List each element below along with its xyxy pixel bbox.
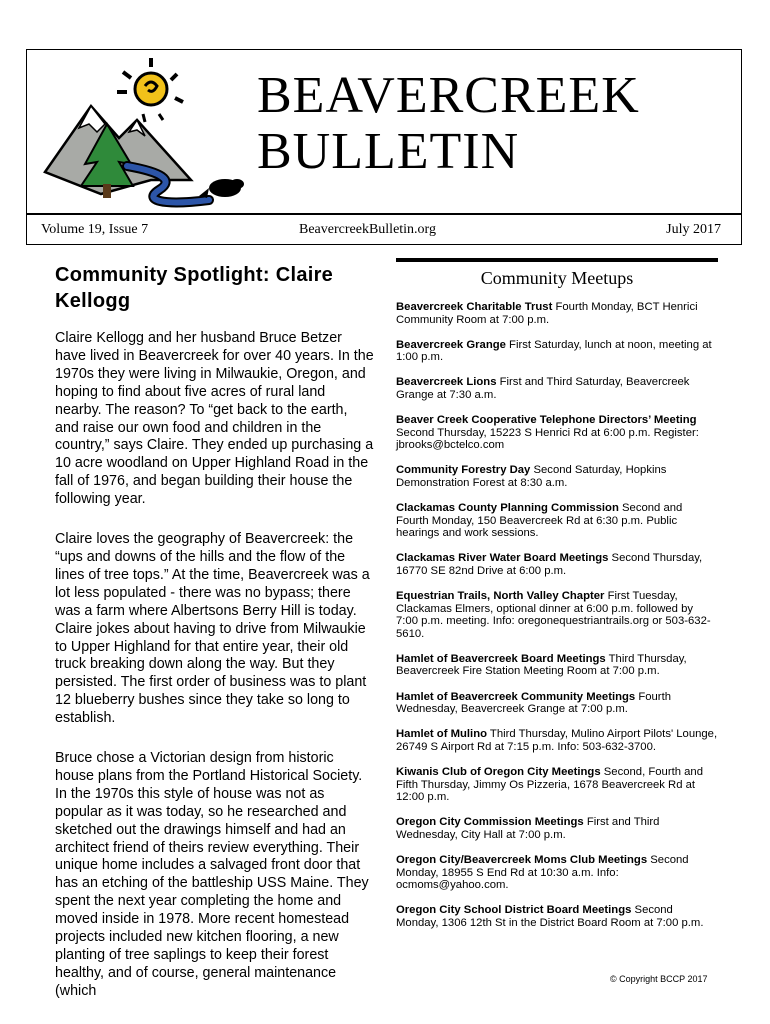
meetup-item (396, 728, 718, 753)
meetup-details: Fourth Wednesday, Beavercreek Grange at 7:00 p.m. (396, 690, 671, 716)
meetup-item (396, 816, 718, 841)
masthead (26, 49, 742, 245)
meetup-item (396, 414, 718, 452)
meetup-name: Beaver Creek Cooperative Telephone Directors’ Meeting (396, 414, 697, 427)
meetup-details: First Tuesday, Clackamas Elmers, optional dinner at 6:00 p.m. followed by 7:00 p.m. meeting. Info: oregonequestriantrails.org or 503-632-5610. (396, 590, 711, 640)
meetup-details: Second and Fourth Monday, 150 Beavercreek Rd at 6:30 p.m. Public hearings and work sessions. (396, 502, 683, 540)
meetup-item (396, 766, 718, 804)
meetup-details: Second Monday, 1306 12th St in the District Board Room at 7:00 p.m. (396, 904, 704, 929)
meetup-item (396, 301, 718, 326)
meetup-details: First and Third Wednesday, City Hall at 7:00 p.m. (396, 816, 660, 841)
meetup-item (396, 691, 718, 716)
meetup-name: Oregon City Commission Meetings (396, 816, 584, 829)
meetup-item (396, 854, 718, 892)
meetup-details: Third Thursday, Beavercreek Fire Station Meeting Room at 7:00 p.m. (396, 652, 687, 678)
newsletter-title (257, 68, 640, 180)
meetup-name: Hamlet of Beavercreek Board Meetings (396, 652, 606, 665)
meetup-item (396, 552, 718, 577)
meetup-details: First and Third Saturday, Beavercreek Grange at 7:30 a.m. (396, 376, 690, 401)
title-line-1: BEAVERCREEK (257, 67, 640, 124)
meetup-name: Oregon City School District Board Meetings (396, 904, 632, 917)
meetup-details: Second Monday, 18955 S End Rd at 10:30 a.m. Info: ocmoms@yahoo.com. (396, 853, 689, 892)
meetup-name: Oregon City/Beavercreek Moms Club Meetings (396, 853, 648, 866)
meetup-details: Second, Fourth and Fifth Thursday, Jimmy Os Pizzeria, 1678 Beavercreek Rd at 12:00 p.m. (396, 765, 703, 804)
meetup-details: Fourth Monday, BCT Henrici Community Room at 7:00 p.m. (396, 301, 698, 326)
meetup-name: Beavercreek Grange (396, 338, 506, 351)
meetup-name: Community Forestry Day (396, 464, 531, 477)
meetup-item (396, 590, 718, 640)
meetup-item (396, 904, 718, 929)
meetup-name: Beavercreek Charitable Trust (396, 301, 553, 313)
meetup-name: Equestrian Trails, North Valley Chapter (396, 590, 605, 602)
meetup-name: Hamlet of Mulino (396, 728, 487, 741)
copyright-notice: © Copyright BCCP 2017 (610, 974, 708, 984)
sun-icon (117, 58, 183, 122)
meetup-name: Beavercreek Lions (396, 376, 497, 389)
meetup-name: Hamlet of Beavercreek Community Meetings (396, 690, 636, 703)
issue-date: July 2017 (666, 222, 721, 237)
meetup-item (396, 502, 718, 540)
meetup-details: Second Saturday, Hopkins Demonstration Forest at 8:30 a.m. (396, 464, 667, 489)
meetups-heading: Community Meetups (480, 268, 634, 288)
meetup-item (396, 339, 718, 364)
meetup-item (396, 653, 718, 678)
meetup-item (396, 376, 718, 401)
meetups-top-rule (396, 258, 718, 262)
article-column (55, 262, 375, 1023)
website-link[interactable]: BeavercreekBulletin.org (299, 222, 436, 237)
meetup-details: Second Thursday, 16770 SE 82nd Drive at 6:00 p.m. (396, 552, 703, 577)
meetups-list (396, 301, 718, 929)
article-paragraph: Bruce chose a Victorian design from historic house plans from the Portland Historical Society. In the 1970s this style of house was not as popular as it was today, so he researched and sketched out the drawings himself and had an architect friend of theirs review everything. Their unique home includes a salvaged front door that has an etching of the battleship USS Maine. They spent the next year completing the home and moved inside in 1978. More recent homestead projects included new kitchen flooring, a new planting of tree saplings to keep their forest healthy, and of course, general maintenance (which (55, 750, 369, 999)
meetup-details: Second Thursday, 15223 S Henrici Rd at 6:00 p.m. Register: jbrooks@bctelco.com (396, 426, 699, 452)
meetup-name: Clackamas County Planning Commission (396, 502, 619, 515)
meetup-details: Third Thursday, Mulino Airport Pilots' Lounge, 26749 S Airport Rd at 7:15 p.m. Info: 503-632-3700. (396, 728, 718, 753)
meetup-name: Clackamas River Water Board Meetings (396, 552, 609, 565)
article-title: Community Spotlight: Claire Kellogg (55, 264, 334, 312)
meetup-details: First Saturday, lunch at noon, meeting at 1:00 p.m. (396, 338, 712, 364)
beavercreek-logo (41, 54, 251, 214)
meetup-name: Kiwanis Club of Oregon City Meetings (396, 765, 601, 778)
beaver-icon (199, 179, 244, 198)
article-paragraph: Claire loves the geography of Beavercreek: the “ups and downs of the hills and the flow of the lines of tree tops.” At the time, Beavercreek was a lot less populated - there was no bypass; there was a farm where Albertsons Berry Hill is today. Claire jokes about having to drive from Milwaukie to Upper Highland for that entire year, their old truck breaking down along the way. But they persisted. The first order of business was to plant 12 blueberry bushes since they take so long to establish. (55, 531, 370, 727)
issue-info-row (41, 215, 721, 245)
volume-issue: Volume 19, Issue 7 (41, 222, 149, 237)
meetup-item (396, 464, 718, 489)
article-paragraph: Claire Kellogg and her husband Bruce Betzer have lived in Beavercreek for over 40 years. In the 1970s they were living in Milwaukie, Oregon, and hoping to find about five acres of rural land nearby. The reason? To “get back to the earth, and raise our own food and children in the country,” says Claire. They ended up purchasing a 10 acre woodland on Upper Highland Road in the fall of 1976, and began building their house the following year. (55, 330, 374, 508)
meetups-column (396, 258, 718, 942)
title-line-2: BULLETIN (257, 123, 520, 180)
